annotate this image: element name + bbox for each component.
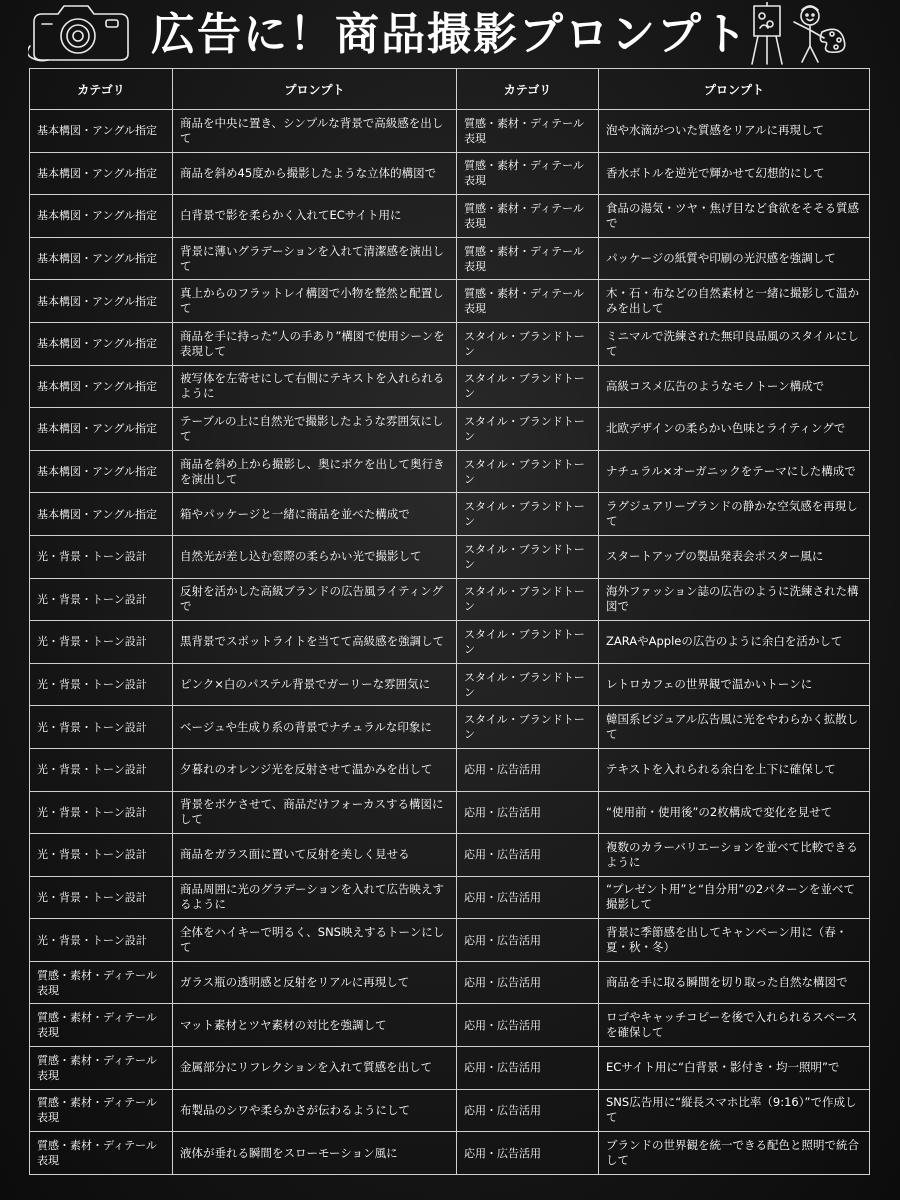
- prompt-cell-text: テーブルの上に自然光で撮影したような雰囲気にして: [180, 413, 444, 443]
- prompt-cell-text: 被写体を左寄せにして右側にテキストを入れられるように: [180, 371, 445, 401]
- prompt-cell: [599, 834, 870, 877]
- prompt-cell: [599, 706, 870, 749]
- category-cell: [30, 791, 173, 834]
- prompt-cell-text: 自然光が差し込む窓際の柔らかい光で撮影して: [180, 549, 422, 564]
- category-cell: [30, 1047, 173, 1090]
- category-cell: [457, 535, 599, 578]
- prompt-cell: [173, 110, 457, 153]
- prompt-cell: [599, 621, 870, 664]
- page-title: 広告に！商品撮影プロンプト: [151, 9, 749, 60]
- table-row: [30, 1132, 870, 1175]
- table-row: [30, 578, 870, 621]
- table-row: [30, 621, 870, 664]
- prompt-cell: [173, 791, 457, 834]
- table-row: [30, 834, 870, 877]
- prompt-cell-text: 韓国系ビジュアル広告風に光をやわらかく拡散して: [606, 712, 859, 742]
- prompt-cell: [173, 706, 457, 749]
- category-cell: [30, 834, 173, 877]
- prompt-cell: [173, 237, 457, 280]
- category-cell: [457, 961, 599, 1004]
- prompt-cell: [599, 663, 870, 706]
- table-row: [30, 152, 870, 195]
- category-cell-text: 光・背景・トーン設計: [37, 890, 147, 904]
- prompt-cell-text: パッケージの紙質や印刷の光沢感を強調して: [606, 251, 836, 266]
- prompt-cell: [173, 1004, 457, 1047]
- category-cell: [457, 663, 599, 706]
- category-cell-text: 質感・素材・ディテール表現: [37, 1096, 157, 1125]
- category-cell-text: 質感・素材・ディテール表現: [37, 968, 157, 997]
- category-cell-text: スタイル・ブランドトーン: [464, 329, 585, 358]
- prompt-cell: [599, 919, 870, 962]
- prompt-cell-text: テキストを入れられる余白を上下に確保して: [606, 762, 836, 777]
- category-cell: [457, 706, 599, 749]
- prompt-cell: [599, 237, 870, 280]
- prompt-cell: [599, 1047, 870, 1090]
- category-cell-text: 基本構図・アングル指定: [37, 294, 158, 308]
- prompt-cell: [599, 748, 870, 791]
- prompt-cell: [173, 748, 457, 791]
- category-cell-text: 応用・広告活用: [464, 763, 541, 777]
- prompt-cell: [599, 110, 870, 153]
- prompt-cell: [599, 1132, 870, 1175]
- prompt-cell-text: 海外ファッション誌の広告のように洗練された構図で: [606, 584, 859, 614]
- prompt-cell: [173, 621, 457, 664]
- category-cell: [30, 110, 173, 153]
- prompt-cell-text: 黒背景でスポットライトを当てて高級感を強調して: [180, 634, 445, 649]
- category-cell-text: 光・背景・トーン設計: [37, 848, 147, 862]
- category-cell-text: スタイル・ブランドトーン: [464, 713, 585, 742]
- category-cell: [30, 663, 173, 706]
- table-row: [30, 1004, 870, 1047]
- category-cell-text: 応用・広告活用: [464, 848, 541, 862]
- prompt-cell-text: 背景に季節感を出してキャンペーン用に（春・夏・秋・冬）: [606, 925, 848, 955]
- prompt-cell-text: 液体が垂れる瞬間をスローモーション風に: [180, 1145, 398, 1160]
- header-prompt-left: プロンプト: [173, 69, 457, 110]
- category-cell: [457, 876, 599, 919]
- category-cell: [457, 408, 599, 451]
- prompt-cell: [599, 408, 870, 451]
- category-cell: [457, 791, 599, 834]
- category-cell-text: スタイル・ブランドトーン: [464, 372, 585, 401]
- prompt-cell-text: ピンク×白のパステル背景でガーリーな雰囲気に: [180, 677, 431, 692]
- category-cell: [457, 748, 599, 791]
- table-row: [30, 791, 870, 834]
- category-cell: [30, 322, 173, 365]
- prompt-cell-text: “使用前・使用後”の2枚構成で変化を見せて: [606, 804, 833, 819]
- category-cell-text: 基本構図・アングル指定: [37, 422, 158, 436]
- prompt-cell-text: 商品周囲に光のグラデーションを入れて広告映えするように: [180, 882, 445, 912]
- prompt-cell-text: ECサイト用に“白背景・影付き・均一照明”で: [606, 1060, 840, 1075]
- category-cell: [30, 280, 173, 323]
- header-category-left: カテゴリ: [30, 69, 173, 110]
- category-cell-text: 基本構図・アングル指定: [37, 252, 158, 266]
- prompt-cell: [599, 876, 870, 919]
- prompt-cell-text: 香水ボトルを逆光で輝かせて幻想的にして: [606, 165, 825, 180]
- table-row: [30, 450, 870, 493]
- category-cell: [30, 919, 173, 962]
- category-cell: [30, 578, 173, 621]
- table-row: [30, 280, 870, 323]
- table-row: [30, 1089, 870, 1132]
- category-cell-text: 質感・素材・ディテール表現: [37, 1139, 157, 1168]
- prompt-cell-text: ベージュや生成り系の背景でナチュラルな印象に: [180, 719, 432, 734]
- category-cell-text: 質感・素材・ディテール表現: [464, 116, 584, 145]
- category-cell: [457, 578, 599, 621]
- category-cell: [457, 237, 599, 280]
- table-row: [30, 1047, 870, 1090]
- prompt-cell-text: 泡や水滴がついた質感をリアルに再現して: [606, 123, 825, 138]
- category-cell: [457, 1132, 599, 1175]
- category-cell-text: 質感・素材・ディテール表現: [464, 159, 584, 188]
- category-cell-text: 応用・広告活用: [464, 976, 541, 990]
- prompt-cell-text: 真上からのフラットレイ構図で小物を整然と配置して: [180, 286, 444, 316]
- prompt-cell-text: 背景に薄いグラデーションを入れて清潔感を演出して: [180, 243, 445, 273]
- prompt-cell-text: 食品の湯気・ツヤ・焦げ目など食欲をそそる質感で: [606, 200, 859, 230]
- category-cell: [457, 834, 599, 877]
- category-cell: [30, 748, 173, 791]
- prompt-cell: [599, 365, 870, 408]
- category-cell: [457, 322, 599, 365]
- table-row: [30, 706, 870, 749]
- table-row: [30, 237, 870, 280]
- category-cell: [457, 1089, 599, 1132]
- prompt-cell: [599, 493, 870, 536]
- category-cell-text: スタイル・ブランドトーン: [464, 414, 585, 443]
- category-cell-text: 質感・素材・ディテール表現: [464, 244, 584, 273]
- category-cell-text: 応用・広告活用: [464, 890, 541, 904]
- prompt-cell-text: ガラス瓶の透明感と反射をリアルに再現して: [180, 975, 410, 990]
- category-cell-text: 質感・素材・ディテール表現: [464, 287, 584, 316]
- category-cell: [457, 493, 599, 536]
- prompt-cell: [173, 493, 457, 536]
- table-row: [30, 663, 870, 706]
- category-cell: [457, 110, 599, 153]
- category-cell-text: 応用・広告活用: [464, 933, 541, 947]
- category-cell-text: 光・背景・トーン設計: [37, 763, 147, 777]
- header-prompt-right: プロンプト: [599, 69, 870, 110]
- prompt-cell-text: 商品を手に持った“人の手あり”構図で使用シーンを表現して: [180, 328, 445, 358]
- prompt-cell: [599, 961, 870, 1004]
- category-cell-text: 基本構図・アングル指定: [37, 209, 158, 223]
- prompt-cell-text: ブランドの世界観を統一できる配色と照明で統合して: [606, 1138, 859, 1168]
- prompt-cell: [599, 450, 870, 493]
- prompt-cell-text: ラグジュアリーブランドの静かな空気感を再現して: [606, 499, 858, 529]
- prompt-cell-text: 反射を活かした高級ブランドの広告風ライティングで: [180, 584, 444, 614]
- table-row: [30, 110, 870, 153]
- category-cell-text: 応用・広告活用: [464, 805, 541, 819]
- category-cell: [457, 1004, 599, 1047]
- prompt-cell: [173, 1132, 457, 1175]
- prompt-cell-text: ロゴやキャッチコピーを後で入れられるスペースを確保して: [606, 1010, 858, 1040]
- prompt-cell-text: ミニマルで洗練された無印良品風のスタイルにして: [606, 328, 859, 358]
- prompt-table-container: [29, 68, 869, 1175]
- prompt-cell-text: 高級コスメ広告のようなモノトーン構成で: [606, 378, 825, 393]
- prompt-cell-text: 商品を手に取る瞬間を切り取った自然な構図で: [606, 975, 848, 990]
- category-cell: [30, 1089, 173, 1132]
- prompt-cell: [599, 791, 870, 834]
- prompt-cell: [599, 578, 870, 621]
- prompt-cell-text: 布製品のシワや柔らかさが伝わるようにして: [180, 1102, 410, 1117]
- prompt-cell-text: ナチュラル×オーガニックをテーマにした構成で: [606, 464, 856, 479]
- category-cell-text: 光・背景・トーン設計: [37, 550, 147, 564]
- category-cell-text: 光・背景・トーン設計: [37, 678, 147, 692]
- table-row: [30, 408, 870, 451]
- table-row: [30, 919, 870, 962]
- prompt-cell-text: 北欧デザインの柔らかい色味とライティングで: [606, 421, 846, 436]
- table-row: [30, 748, 870, 791]
- category-cell-text: 光・背景・トーン設計: [37, 720, 147, 734]
- prompt-cell: [599, 280, 870, 323]
- prompt-cell: [173, 919, 457, 962]
- prompt-cell: [599, 195, 870, 238]
- category-cell: [457, 195, 599, 238]
- prompt-cell: [173, 322, 457, 365]
- prompt-cell: [173, 280, 457, 323]
- category-cell-text: 光・背景・トーン設計: [37, 592, 147, 606]
- category-cell: [457, 365, 599, 408]
- category-cell-text: 基本構図・アングル指定: [37, 465, 158, 479]
- category-cell: [457, 1047, 599, 1090]
- category-cell: [30, 493, 173, 536]
- category-cell: [30, 195, 173, 238]
- prompt-cell: [599, 535, 870, 578]
- prompt-cell: [173, 834, 457, 877]
- category-cell-text: 応用・広告活用: [464, 1103, 541, 1117]
- category-cell: [457, 152, 599, 195]
- category-cell: [457, 450, 599, 493]
- table-row: [30, 876, 870, 919]
- prompt-cell-text: 商品をガラス面に置いて反射を美しく見せる: [180, 847, 410, 862]
- prompt-cell: [173, 152, 457, 195]
- prompt-cell: [173, 578, 457, 621]
- category-cell: [30, 961, 173, 1004]
- category-cell-text: スタイル・ブランドトーン: [464, 627, 585, 656]
- prompt-cell: [599, 1089, 870, 1132]
- prompt-cell: [599, 322, 870, 365]
- category-cell: [30, 706, 173, 749]
- table-row: [30, 493, 870, 536]
- category-cell: [30, 450, 173, 493]
- prompt-table: [29, 68, 870, 1175]
- prompt-cell: [173, 1089, 457, 1132]
- prompt-cell-text: 白背景で影を柔らかく入れてECサイト用に: [180, 208, 402, 223]
- table-body: [30, 110, 870, 1175]
- prompt-cell: [173, 961, 457, 1004]
- prompt-cell: [173, 195, 457, 238]
- category-cell: [30, 1132, 173, 1175]
- category-cell-text: スタイル・ブランドトーン: [464, 585, 585, 614]
- prompt-cell-text: スタートアップの製品発表会ポスター風に: [606, 549, 824, 564]
- prompt-cell-text: 背景をボケさせて、商品だけフォーカスする構図にして: [180, 797, 444, 827]
- category-cell: [457, 280, 599, 323]
- prompt-cell-text: 箱やパッケージと一緒に商品を並べた構成で: [180, 506, 410, 521]
- prompt-cell: [173, 365, 457, 408]
- category-cell-text: 応用・広告活用: [464, 1018, 541, 1032]
- category-cell: [30, 408, 173, 451]
- header-category-right: カテゴリ: [457, 69, 599, 110]
- prompt-cell: [599, 1004, 870, 1047]
- table-header-row: [30, 69, 870, 110]
- category-cell: [30, 1004, 173, 1047]
- category-cell-text: 応用・広告活用: [464, 1061, 541, 1075]
- table-row: [30, 535, 870, 578]
- category-cell-text: 応用・広告活用: [464, 1146, 541, 1160]
- category-cell: [30, 365, 173, 408]
- category-cell: [457, 621, 599, 664]
- easel-artist-icon: [744, 2, 854, 66]
- header: [0, 0, 900, 68]
- category-cell: [30, 237, 173, 280]
- category-cell-text: 基本構図・アングル指定: [37, 124, 158, 138]
- category-cell: [30, 876, 173, 919]
- prompt-cell: [173, 663, 457, 706]
- category-cell-text: 質感・素材・ディテール表現: [37, 1053, 157, 1082]
- prompt-cell-text: マット素材とツヤ素材の対比を強調して: [180, 1017, 387, 1032]
- category-cell-text: 光・背景・トーン設計: [37, 635, 147, 649]
- category-cell-text: 光・背景・トーン設計: [37, 933, 147, 947]
- table-row: [30, 961, 870, 1004]
- prompt-cell-text: “プレゼント用”と“自分用”の2パターンを並べて撮影して: [606, 882, 855, 912]
- prompt-cell-text: 夕暮れのオレンジ光を反射させて温かみを出して: [180, 762, 433, 777]
- category-cell-text: 基本構図・アングル指定: [37, 379, 158, 393]
- prompt-cell-text: SNS広告用に“縦長スマホ比率（9:16）”で作成して: [606, 1095, 857, 1125]
- category-cell-text: スタイル・ブランドトーン: [464, 457, 585, 486]
- prompt-cell-text: 商品を斜め45度から撮影したような立体的構図で: [180, 165, 437, 180]
- table-row: [30, 365, 870, 408]
- category-cell-text: 基本構図・アングル指定: [37, 337, 158, 351]
- category-cell-text: 基本構図・アングル指定: [37, 166, 158, 180]
- table-row: [30, 322, 870, 365]
- category-cell-text: スタイル・ブランドトーン: [464, 542, 585, 571]
- category-cell-text: 光・背景・トーン設計: [37, 805, 147, 819]
- prompt-cell-text: 全体をハイキーで明るく、SNS映えするトーンにして: [180, 925, 445, 955]
- prompt-cell-text: 商品を斜め上から撮影し、奥にボケを出して奥行きを演出して: [180, 456, 445, 486]
- category-cell: [457, 919, 599, 962]
- prompt-cell: [599, 152, 870, 195]
- prompt-cell: [173, 535, 457, 578]
- prompt-cell-text: レトロカフェの世界観で温かいトーンに: [606, 677, 813, 692]
- prompt-cell-text: 商品を中央に置き、シンプルな背景で高級感を出して: [180, 115, 444, 145]
- prompt-cell: [173, 408, 457, 451]
- prompt-cell-text: 木・石・布などの自然素材と一緒に撮影して温かみを出して: [606, 286, 859, 316]
- table-row: [30, 195, 870, 238]
- category-cell-text: 基本構図・アングル指定: [37, 507, 158, 521]
- category-cell-text: 質感・素材・ディテール表現: [464, 201, 584, 230]
- category-cell: [30, 152, 173, 195]
- prompt-cell: [173, 450, 457, 493]
- category-cell-text: 質感・素材・ディテール表現: [37, 1011, 157, 1040]
- prompt-cell-text: 金属部分にリフレクションを入れて質感を出して: [180, 1060, 433, 1075]
- prompt-cell: [173, 876, 457, 919]
- prompt-cell: [173, 1047, 457, 1090]
- category-cell: [30, 621, 173, 664]
- category-cell-text: スタイル・ブランドトーン: [464, 500, 585, 529]
- prompt-cell-text: ZARAやAppleの広告のように余白を活かして: [606, 634, 843, 649]
- prompt-cell-text: 複数のカラーバリエーションを並べて比較できるように: [606, 839, 858, 869]
- category-cell-text: スタイル・ブランドトーン: [464, 670, 585, 699]
- category-cell: [30, 535, 173, 578]
